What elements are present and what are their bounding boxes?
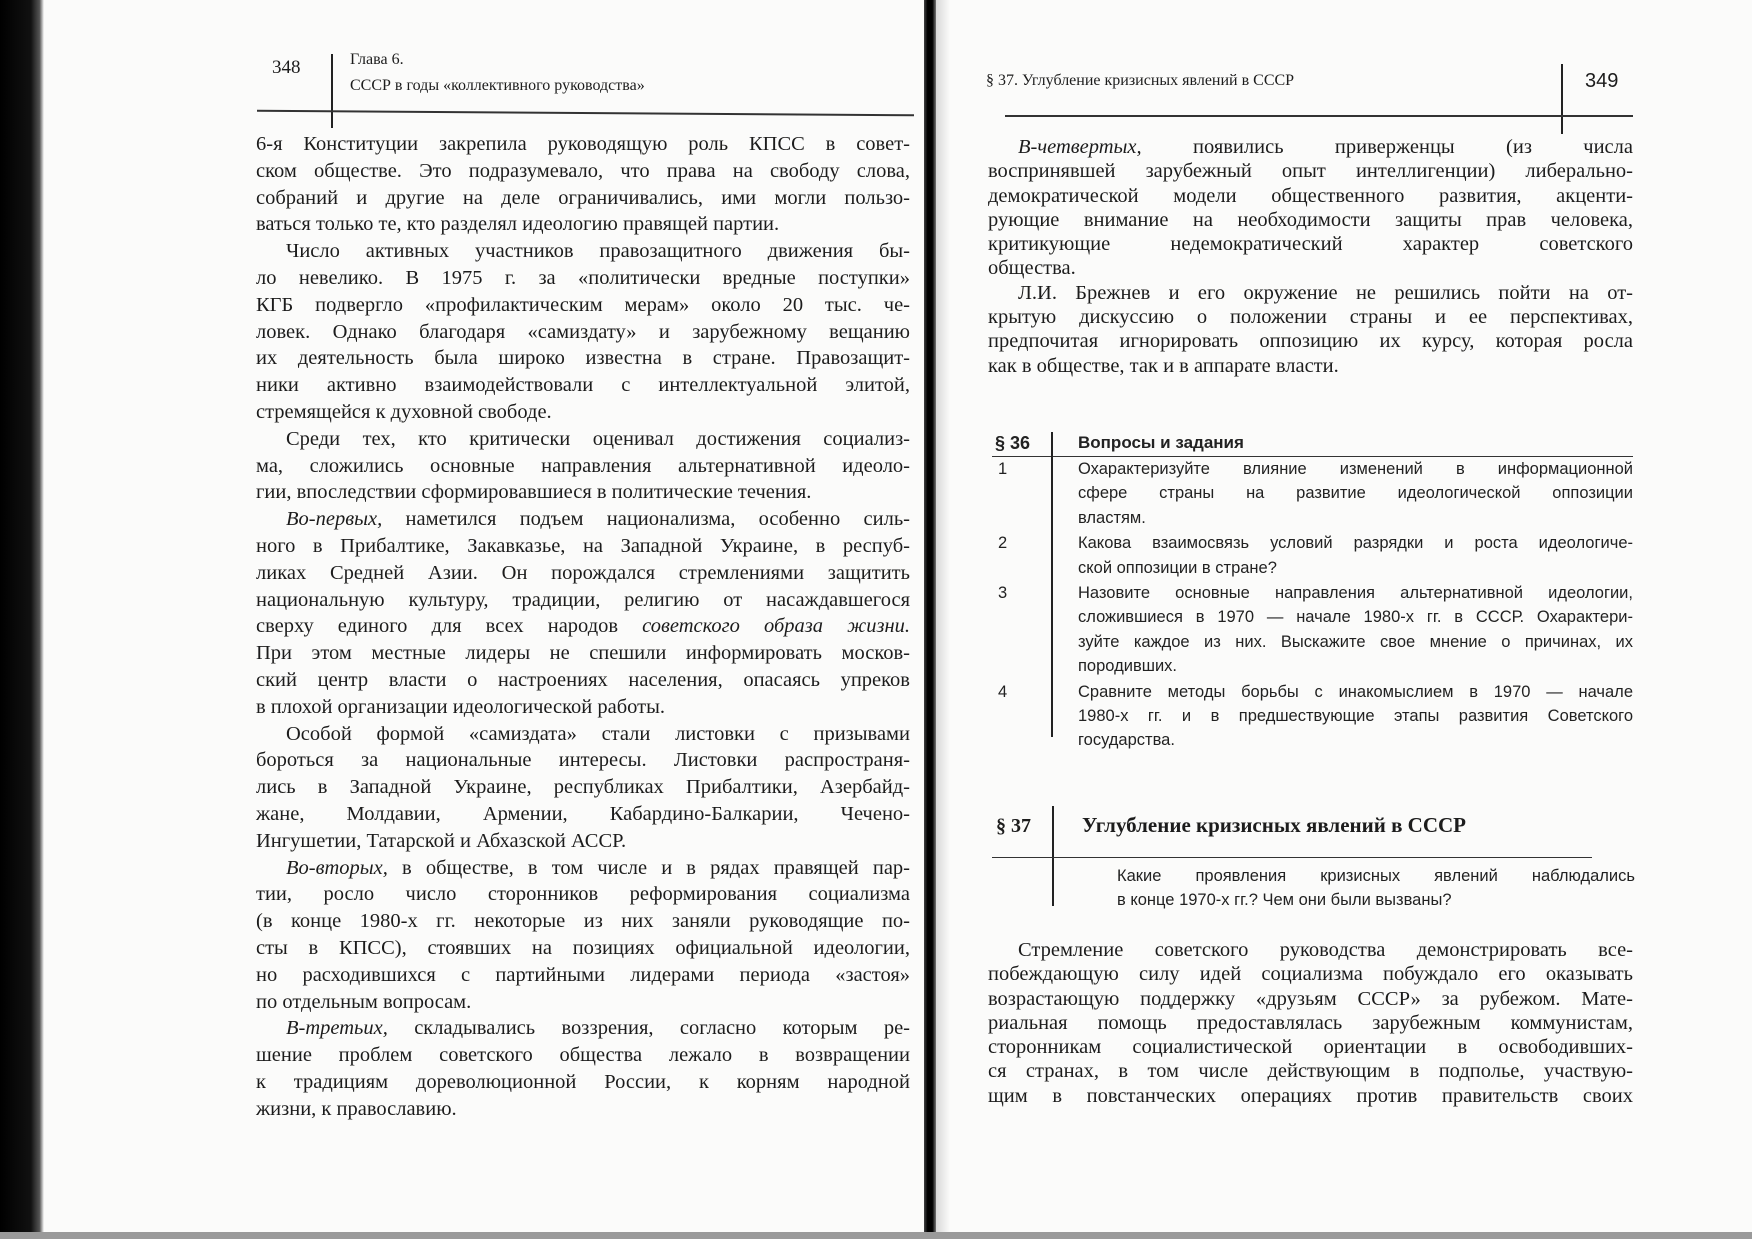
chapter-label: Глава 6. bbox=[350, 51, 404, 68]
question-text-line: Охарактеризуйте влияние изменений в информационной bbox=[1078, 460, 1633, 478]
text-segment: щим в повстанческих операциях против правительств своих bbox=[988, 1084, 1633, 1107]
section-37-body bbox=[988, 938, 1633, 1108]
question-text-line: Какова взаимосвязь условий разрядки и роста идеологиче- bbox=[1078, 534, 1633, 553]
text-line bbox=[256, 345, 910, 372]
text-segment: ного в Прибалтике, Закавказье, на Западной Украине, в респуб- bbox=[256, 534, 910, 557]
section-37-rule bbox=[992, 857, 1592, 858]
question-number: 2 bbox=[998, 534, 1008, 553]
text-segment: воспринявшей зарубежный опыт интеллигенции) либерально- bbox=[988, 160, 1633, 183]
text-segment: бороться за национальные интересы. Листовки распространя- bbox=[256, 749, 910, 772]
text-segment: Среди тех, кто критически оценивал достижения социализ- bbox=[286, 427, 910, 450]
text-segment: ловек. Однако благодаря «самиздату» и зарубежному вещанию bbox=[256, 320, 910, 343]
text-segment: ском обществе. Это подразумевало, что права на свободу слова, bbox=[256, 159, 910, 182]
text-line bbox=[256, 613, 910, 640]
text-segment: ся странах, в том числе действующим в подполье, участвую- bbox=[988, 1060, 1633, 1083]
text-segment: Число активных участников правозащитного движения бы- bbox=[286, 240, 910, 263]
text-segment: тии, росло число сторонников реформирования социализма bbox=[256, 883, 910, 906]
text-segment: сты в КПСС), стоявших на позициях официальной идеологии, bbox=[256, 936, 910, 959]
text-segment: гии, впоследствии сформировавшиеся в политические течения. bbox=[256, 481, 812, 504]
question-text-line: зуйте каждое из них. Выскажите свое мнение о причинах, их bbox=[1078, 632, 1633, 651]
header-divider bbox=[331, 54, 333, 128]
text-line bbox=[256, 747, 910, 774]
section-37-divider bbox=[1052, 806, 1054, 906]
text-segment: к традициям дореволюционной России, к корням народной bbox=[256, 1070, 910, 1093]
text-line bbox=[256, 667, 910, 694]
text-segment: ваться только те, кто разделял идеологию правящей партии. bbox=[256, 213, 780, 236]
text-segment: как в обществе, так и в аппарате власти. bbox=[988, 354, 1339, 377]
text-segment: ский центр власти о настроениях населения, опасаясь упреков bbox=[256, 668, 910, 691]
question-text-line: породивших. bbox=[1078, 657, 1177, 676]
text-segment: Особой формой «самиздата» стали листовки с призывами bbox=[286, 722, 910, 745]
text-line bbox=[256, 319, 910, 346]
question-text-line: ской оппозиции в стране? bbox=[1078, 558, 1277, 577]
text-segment: критикующие недемократический характер советского bbox=[988, 233, 1633, 256]
text-line bbox=[256, 1069, 910, 1096]
text-segment: национальную культуру, традиции, религию от насаждавшегося bbox=[256, 588, 910, 611]
text-segment: крытую дискуссию о положении страны и ее перспективах, bbox=[988, 306, 1633, 329]
text-line bbox=[256, 908, 910, 935]
italic-text: В-четвертых, bbox=[1018, 136, 1142, 158]
question-text-line: 1980-х гг. и в предшествующие этапы развития Советского bbox=[1078, 707, 1633, 725]
text-line bbox=[988, 256, 1633, 280]
spine-shadow bbox=[936, 0, 950, 1239]
text-line bbox=[988, 159, 1633, 183]
text-line bbox=[256, 185, 910, 212]
text-line bbox=[988, 329, 1633, 353]
text-segment: предпочитая игнорировать оппозицию их курсу, которая росла bbox=[988, 330, 1633, 353]
question-number: 4 bbox=[998, 682, 1008, 701]
header-rule bbox=[257, 110, 914, 116]
text-line bbox=[256, 560, 910, 587]
text-line bbox=[256, 801, 910, 828]
text-line bbox=[988, 232, 1633, 256]
text-line bbox=[988, 281, 1633, 305]
text-line bbox=[256, 265, 910, 292]
text-line bbox=[988, 1059, 1633, 1083]
text-line bbox=[988, 1035, 1633, 1059]
text-segment: сверху единого для всех народов bbox=[256, 615, 643, 638]
text-segment: жизни, к православию. bbox=[256, 1097, 457, 1120]
text-line bbox=[256, 453, 910, 480]
text-line bbox=[256, 292, 910, 319]
text-segment: Л.И. Брежнев и его окружение не решились пойти на от- bbox=[1018, 281, 1633, 304]
text-line bbox=[256, 774, 910, 801]
question-item bbox=[1078, 680, 1633, 753]
header-rule-right bbox=[1005, 115, 1633, 117]
left-page-body bbox=[256, 131, 910, 1122]
text-segment: демократической модели общественного развития, акценти- bbox=[988, 184, 1633, 207]
text-segment: их деятельность была широко известна в стране. Правозащит- bbox=[256, 347, 910, 370]
question-text-line: государства. bbox=[1078, 731, 1175, 750]
questions-title: Вопросы и задания bbox=[1078, 433, 1244, 452]
text-line bbox=[988, 962, 1633, 986]
question-number: 1 bbox=[998, 460, 1008, 478]
text-segment: шение проблем советского общества лежало в возвращении bbox=[256, 1044, 910, 1067]
text-line bbox=[256, 1096, 910, 1123]
text-line bbox=[256, 721, 910, 748]
text-line bbox=[988, 354, 1633, 378]
italic-text: Во-вторых, bbox=[286, 856, 388, 879]
text-line bbox=[256, 211, 910, 238]
text-line bbox=[256, 158, 910, 185]
text-segment: Стремление советского руководства демонстрировать все- bbox=[1018, 939, 1633, 961]
text-segment: наметился подъем национализма, особенно силь- bbox=[382, 508, 910, 531]
text-line bbox=[256, 426, 910, 453]
right-page-body bbox=[988, 135, 1633, 378]
text-line bbox=[988, 135, 1633, 159]
chapter-title: СССР в годы «коллективного руководства» bbox=[350, 77, 645, 94]
section-37-lead-question bbox=[1117, 864, 1635, 913]
text-line bbox=[256, 935, 910, 962]
left-page-number: 348 bbox=[272, 57, 301, 78]
running-head: § 37. Углубление кризисных явлений в СССР bbox=[986, 72, 1295, 89]
text-segment: риальная помощь предоставлялась зарубежным коммунистам, bbox=[988, 1011, 1633, 1034]
text-segment: (в конце 1980-х гг. некоторые из них заняли руководящие по- bbox=[256, 910, 910, 933]
text-line bbox=[256, 989, 910, 1016]
text-line bbox=[256, 506, 910, 533]
text-segment: побеждающую силу идей социализма побуждало его оказывать bbox=[988, 963, 1633, 986]
text-line bbox=[256, 131, 910, 158]
text-segment: КГБ подвергло «профилактическим мерам» около 20 тыс. че- bbox=[256, 293, 910, 316]
text-segment: При этом местные лидеры не спешили информировать москов- bbox=[256, 642, 910, 665]
text-segment: в плохой организации идеологической работы. bbox=[256, 695, 665, 718]
text-line bbox=[256, 1042, 910, 1069]
text-segment: Ингушетии, Татарской и Абхазской АССР. bbox=[256, 829, 627, 852]
text-segment: сторонникам социалистической ориентации в освободивших- bbox=[988, 1036, 1633, 1059]
text-segment: лись в Западной Украине, республиках Прибалтики, Азербайд- bbox=[256, 776, 910, 799]
questions-section-number: § 36 bbox=[995, 433, 1031, 453]
scan-left-edge bbox=[0, 0, 44, 1239]
text-line bbox=[256, 640, 910, 667]
text-line bbox=[256, 962, 910, 989]
text-segment: ликах Средней Азии. Он порождался стремлениями защитить bbox=[256, 561, 910, 584]
question-text-line: сфере страны на развитие идеологической оппозиции bbox=[1078, 484, 1633, 503]
text-segment: стремящейся к духовной свободе. bbox=[256, 400, 552, 423]
text-line bbox=[256, 828, 910, 855]
text-line bbox=[256, 533, 910, 560]
question-number: 3 bbox=[998, 584, 1008, 602]
text-segment: рующие внимание на необходимости защиты прав человека, bbox=[988, 208, 1633, 231]
question-item bbox=[1078, 531, 1633, 580]
text-line bbox=[988, 1084, 1633, 1108]
text-line bbox=[988, 1011, 1633, 1035]
text-line bbox=[988, 208, 1633, 232]
italic-text: В-третьих, bbox=[286, 1017, 388, 1040]
text-line bbox=[256, 694, 910, 721]
scan-bottom-edge bbox=[0, 1232, 1752, 1239]
italic-text: Во-первых, bbox=[286, 508, 383, 531]
section-37-number: § 37 bbox=[996, 815, 1031, 837]
text-segment: появились приверженцы (из числа bbox=[1141, 136, 1633, 158]
question-item bbox=[1078, 457, 1633, 530]
text-segment: ло невелико. В 1975 г. за «политически вредные поступки» bbox=[256, 266, 910, 289]
text-line bbox=[256, 399, 910, 426]
text-segment: жане, Молдавии, Армении, Кабардино-Балкарии, Чечено- bbox=[256, 802, 910, 825]
text-line bbox=[988, 987, 1633, 1011]
text-segment: 6-я Конституции закрепила руководящую роль КПСС в совет- bbox=[256, 133, 910, 155]
text-line bbox=[256, 479, 910, 506]
text-segment: складывались воззрения, согласно которым ре- bbox=[387, 1017, 910, 1040]
section-37-title: Углубление кризисных явлений в СССР bbox=[1082, 813, 1466, 837]
text-segment: ма, сложились основные направления альтернативной идеоло- bbox=[256, 454, 910, 477]
italic-text: советского образа жизни. bbox=[642, 615, 910, 638]
text-segment: общества. bbox=[988, 257, 1076, 280]
text-line bbox=[256, 855, 910, 882]
text-line bbox=[256, 1015, 910, 1042]
text-segment: возрастающую поддержку «друзьям СССР» за рубежом. Мате- bbox=[988, 987, 1633, 1010]
text-segment: ники активно взаимодействовали с интеллектуальной элитой, bbox=[256, 374, 910, 397]
right-page-number: 349 bbox=[1585, 70, 1619, 92]
text-line bbox=[256, 372, 910, 399]
question-text-line: Сравните методы борьбы с инакомыслием в 1970 — начале bbox=[1078, 682, 1633, 701]
text-line bbox=[256, 587, 910, 614]
text-line bbox=[256, 881, 910, 908]
question-text-line: сложившиеся в 1970 — начале 1980-х гг. в СССР. Охарактери- bbox=[1078, 608, 1633, 627]
lead-question-line: в конце 1970-х гг.? Чем они были вызваны? bbox=[1117, 891, 1452, 910]
question-item bbox=[1078, 581, 1633, 679]
text-segment: собраний и другие на деле ограничивались, ими могли пользо- bbox=[256, 186, 910, 209]
question-text-line: Назовите основные направления альтернативной идеологии, bbox=[1078, 584, 1633, 602]
header-divider-right bbox=[1561, 64, 1563, 134]
text-line bbox=[988, 938, 1633, 962]
book-spine bbox=[924, 0, 936, 1239]
text-segment: но расходившихся с партийными лидерами периода «застоя» bbox=[256, 963, 910, 986]
text-segment: в обществе, в том числе и в рядах правящей пар- bbox=[387, 856, 910, 879]
text-line bbox=[988, 184, 1633, 208]
lead-question-line: Какие проявления кризисных явлений наблюдались bbox=[1117, 867, 1635, 885]
text-segment: по отдельным вопросам. bbox=[256, 990, 472, 1013]
question-text-line: властям. bbox=[1078, 508, 1146, 527]
questions-divider bbox=[1051, 432, 1053, 737]
text-line bbox=[256, 238, 910, 265]
text-line bbox=[988, 305, 1633, 329]
